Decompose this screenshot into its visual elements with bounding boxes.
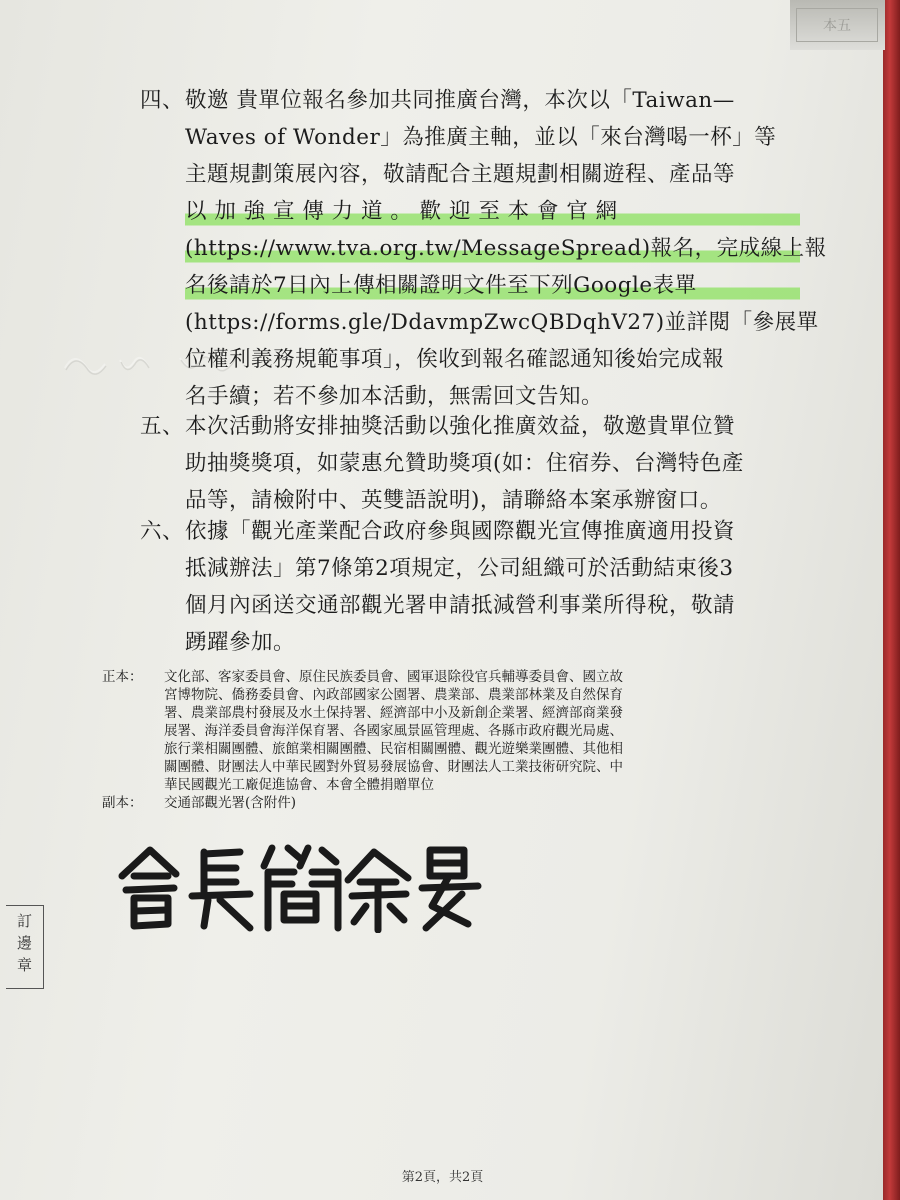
recipient-line: 文化部、客家委員會、原住民族委員會、國軍退除役官兵輔導委員會、國立故 <box>164 669 623 685</box>
clause-line: 抵減辦法」第7條第2項規定，公司組織可於活動結束後3 <box>185 556 734 581</box>
copy-label: 副本： <box>102 795 143 811</box>
clause-line: 品等，請檢附中、英雙語說明)，請聯絡本案承辦窗口。 <box>185 488 722 513</box>
corner-stamp: 本五 <box>796 8 878 42</box>
clause-line: Waves of Wonder」為推廣主軸，並以「來台灣喝一杯」等 <box>185 125 777 150</box>
clause-line: 本次活動將安排抽獎活動以強化推廣效益，敬邀貴單位贊 <box>185 414 736 439</box>
clause-line-highlighted: 以 加 強 宣 傳 力 道 。 歡 迎 至 本 會 官 網 <box>185 193 800 230</box>
clause-number: 五、 <box>140 414 185 439</box>
clause-number: 六、 <box>140 519 185 544</box>
stamp-char: 邊 <box>16 934 32 952</box>
clause-line: 敬邀 貴單位報名參加共同推廣台灣，本次以「Taiwan— <box>185 88 735 113</box>
copy-recipient: 交通部觀光署(含附件) <box>164 795 297 811</box>
recipient-line: 宮博物院、僑務委員會、內政部國家公園署、農業部、農業部林業及自然保育 <box>164 687 623 703</box>
clause-number: 四、 <box>140 88 185 113</box>
clause-line: 位權利義務規範事項」，俟收到報名確認通知後始完成報 <box>185 347 725 372</box>
recipient-line: 關團體、財團法人中華民國對外貿易發展協會、財團法人工業技術研究院、中 <box>164 759 623 775</box>
original-label: 正本： <box>102 669 143 685</box>
clause-line-highlighted: 名後請於7日內上傳相關證明文件至下列Google表單 <box>185 267 800 304</box>
clause-line-highlighted: (https://www.tva.org.tw/MessageSpread)報名，完成線上報 <box>185 230 800 267</box>
page-footer: 第2頁，共2頁 <box>401 1170 484 1185</box>
stamp-char: 章 <box>16 956 32 974</box>
clause-line: 主題規劃策展內容，敬請配合主題規劃相關遊程、產品等 <box>185 162 736 187</box>
clause-line: 依據「觀光產業配合政府參與國際觀光宣傳推廣適用投資 <box>185 519 736 544</box>
recipient-line: 展署、海洋委員會海洋保育署、各國家風景區管理處、各縣市政府觀光局處、 <box>164 723 623 739</box>
clause-line: 個月內函送交通部觀光署申請抵減營利事業所得稅，敬請 <box>185 593 736 618</box>
recipient-line: 華民國觀光工廠促進協會、本會全體捐贈單位 <box>164 777 434 793</box>
stamp-char: 訂 <box>16 912 32 930</box>
signature-image <box>112 838 492 933</box>
binding-seal-stamp <box>6 905 44 989</box>
clause-line: 助抽獎獎項，如蒙惠允贊助獎項(如：住宿券、台灣特色產 <box>185 451 744 476</box>
clause-line: 踴躍參加。 <box>185 630 296 655</box>
recipient-line: 署、農業部農村發展及水土保持署、經濟部中小及新創企業署、經濟部商業發 <box>164 705 623 721</box>
recipient-line: 旅行業相關團體、旅館業相關團體、民宿相關團體、觀光遊樂業團體、其他相 <box>164 741 623 757</box>
red-folder-edge <box>883 0 900 1200</box>
clause-line: 名手續；若不參加本活動，無需回文告知。 <box>185 384 604 409</box>
clause-line: (https://forms.gle/DdavmpZwcQBDqhV27)並詳閱「參展單 <box>185 310 819 335</box>
